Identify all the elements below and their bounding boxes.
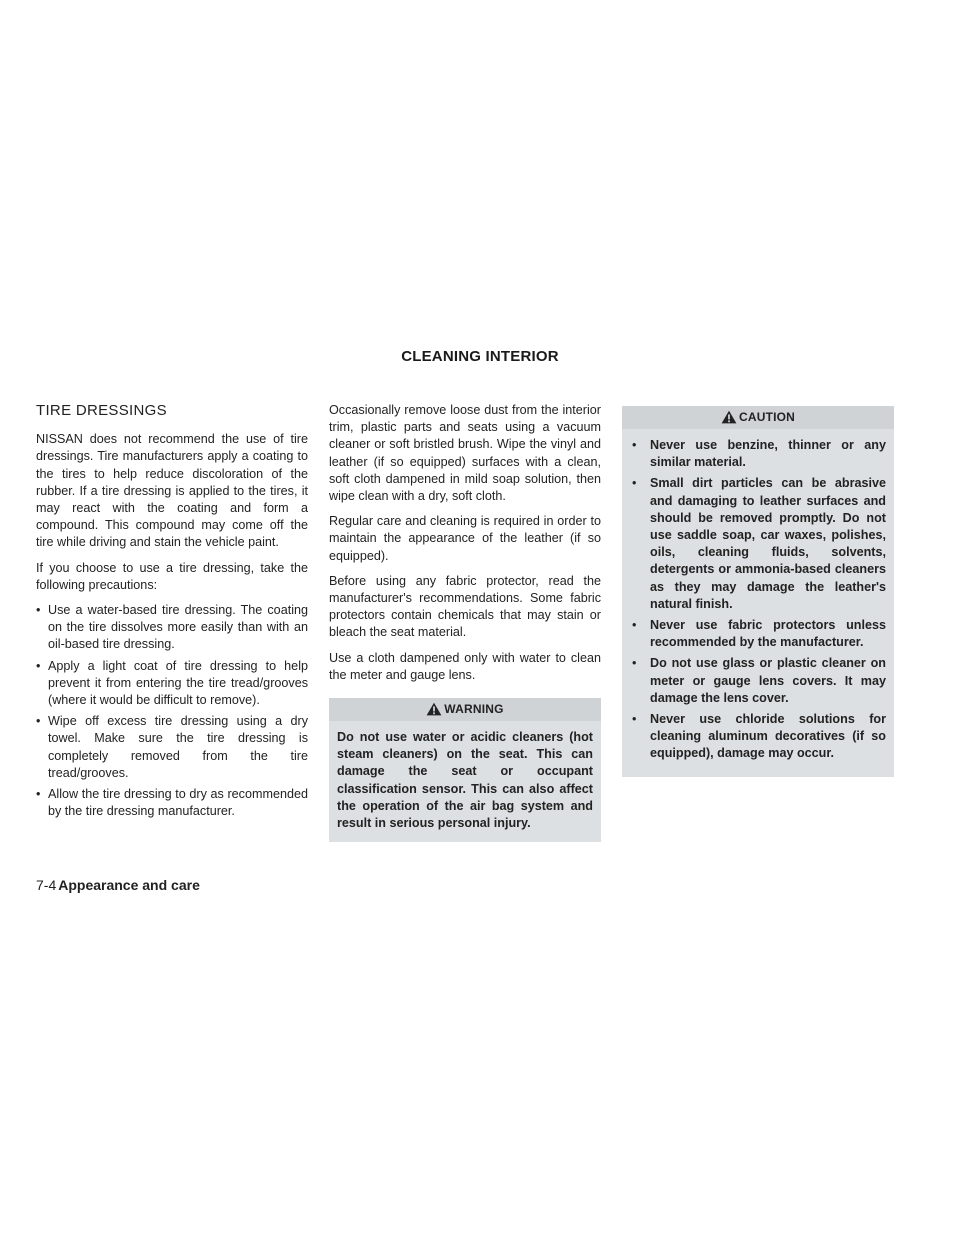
list-item: • Do not use glass or plastic cleaner on meter or gauge lens covers. It may damage the lens cover. <box>632 656 886 705</box>
warning-text: Do not use water or acidic cleaners (hot steam cleaners) on the seat. This can damage the seat or occupant classification sensor. This can also affect the operation of the air bag system and result in serious personal injury. <box>337 730 593 831</box>
caution-label: CAUTION <box>738 410 796 424</box>
list-item: • Apply a light coat of tire dressing to help prevent it from entering the tire tread/grooves (where it would be difficult to remove). <box>36 658 308 708</box>
list-item: • Never use fabric protectors unless recommended by the manufacturer. <box>632 618 886 650</box>
interior-paragraph: Occasionally remove loose dust from the interior trim, plastic parts and seats using a vacuum cleaner or soft bristled brush. Wipe the vinyl and leather (if so equipped) surfaces with a clean, soft cloth dampened in mild soap solution, then wipe clean with a dry, soft cloth. <box>329 403 601 504</box>
interior-paragraph: Regular care and cleaning is required in order to maintain the appearance of the leather (if so equipped). <box>329 514 601 563</box>
warning-box <box>329 698 601 842</box>
tire-dressings-heading: TIRE DRESSINGS <box>36 402 167 419</box>
page-footer <box>36 877 200 893</box>
page-number: 7-4 <box>36 877 57 893</box>
interior-paragraph: Before using any fabric protector, read the manufacturer's recommendations. Some fabric protectors contain chemicals that may stain or bleach the seat material. <box>329 573 601 640</box>
list-item: • Wipe off excess tire dressing using a dry towel. Make sure the tire dressing is completely removed from the tire tread/grooves. <box>36 714 308 780</box>
caution-header <box>622 406 894 429</box>
list-item: • Allow the tire dressing to dry as recommended by the tire dressing manufacturer. <box>36 787 308 819</box>
column-caution <box>622 406 894 777</box>
interior-paragraph: Use a cloth dampened only with water to clean the meter and gauge lens. <box>329 650 601 682</box>
caution-box <box>622 406 894 777</box>
section-title: CLEANING INTERIOR <box>401 348 559 365</box>
list-item: • Small dirt particles can be abrasive and damaging to leather surfaces and should be removed promptly. Do not use saddle soap, car waxes, polishes, oils, cleaning fluids, solvents, detergents or ammonia-based cleaners as they may damage the leather's natural finish. <box>632 476 886 611</box>
caution-list <box>630 437 886 763</box>
warning-triangle-icon <box>721 410 737 424</box>
list-item: • Never use benzine, thinner or any similar material. <box>632 438 886 470</box>
tire-precautions-list <box>36 602 308 820</box>
tire-intro-paragraph: NISSAN does not recommend the use of tire dressings. Tire manufacturers apply a coating to the tires to help reduce discoloration of the rubber. If a tire dressing is applied to the tires, it may react with the coating and form a compound. This compound may come off the tire while driving and stain the vehicle paint. <box>36 432 308 550</box>
list-item: • Use a water-based tire dressing. The coating on the tire dissolves more easily than with an oil-based tire dressing. <box>36 603 308 652</box>
warning-header <box>329 698 601 721</box>
chapter-title: Appearance and care <box>58 877 200 893</box>
warning-label: WARNING <box>444 702 504 717</box>
column-tire-dressings <box>36 402 308 824</box>
tire-lead-paragraph: If you choose to use a tire dressing, take the following precautions: <box>36 560 308 592</box>
warning-triangle-icon <box>426 702 442 716</box>
column-cleaning-interior <box>329 402 601 842</box>
list-item: • Never use chloride solutions for cleaning aluminum decoratives (if so equipped), damage may occur. <box>632 712 886 761</box>
